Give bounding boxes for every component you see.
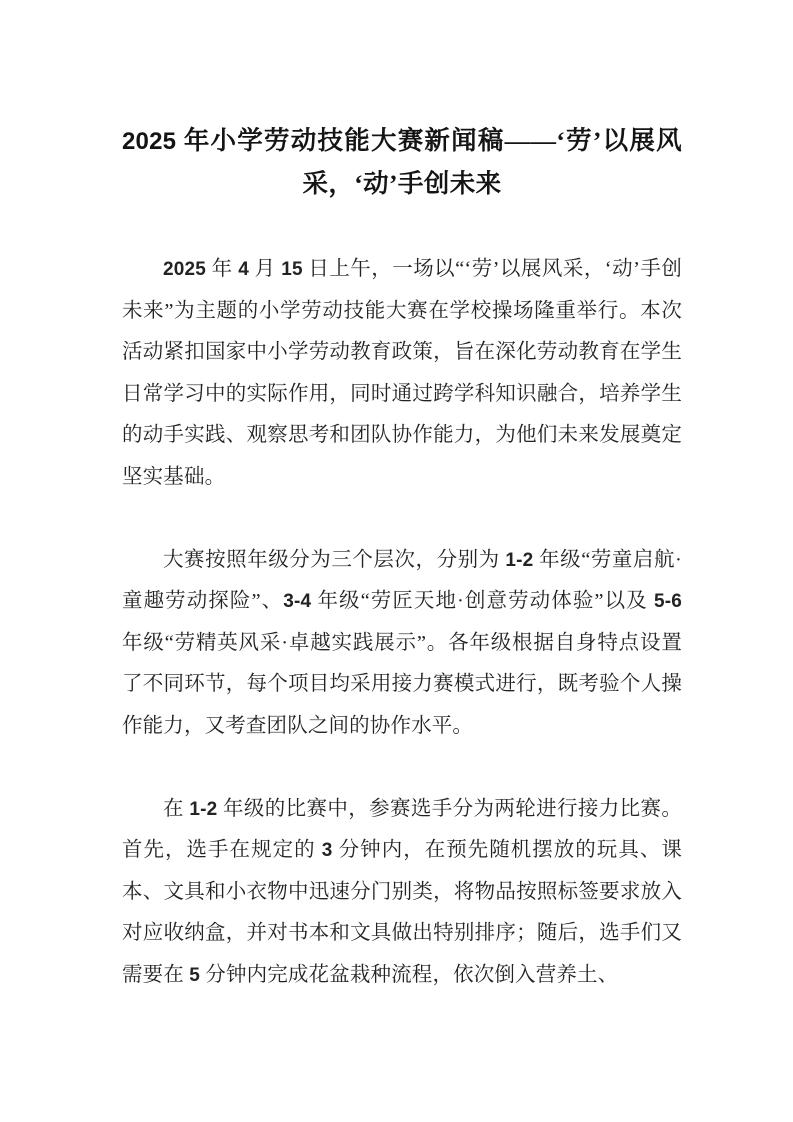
inline-text: 分钟内完成花盆栽种流程，依次倒入营养土、: [200, 963, 619, 986]
document-content: [122, 120, 682, 996]
inline-number: 1-2: [505, 549, 534, 571]
inline-number: 3-4: [283, 591, 312, 612]
document-body: [122, 249, 682, 996]
inline-text: 在: [163, 797, 190, 820]
inline-text: 日上午，一场以“‘劳’以展风采，‘动’手创未来”为主题的小学劳动技能大赛在学校操场隆重举行。本次活动紧扣国家中小学劳动教育政策，旨在深化劳动教育在学生日常学习中的实际作用，同时通过跨学科知识融合，培养学生的动手实践、观察思考和团队协作能力，为他们未来发展奠定坚实基础。: [122, 258, 682, 488]
body-paragraph: [122, 540, 682, 748]
inline-text: 月: [249, 258, 282, 280]
inline-number: 1-2: [189, 798, 218, 820]
inline-number: 5-6: [653, 591, 682, 612]
body-paragraph: [122, 789, 682, 997]
page-title: [122, 120, 682, 205]
inline-text: 年级“劳匠天地·创意劳动体验”以及: [311, 590, 654, 612]
inline-number: 3: [321, 840, 333, 861]
inline-text: 年级的比赛中，参赛选手分为两轮进行接力比赛。首先，选手在规定的: [122, 797, 682, 861]
inline-text: 年: [206, 258, 239, 280]
inline-number: 15: [281, 259, 303, 280]
inline-text: 分钟内，在预先随机摆放的玩具、课本、文具和小衣物中迅速分门别类，将物品按照标签要求放入对应收纳盒，并对书本和文具做出特别排序；随后，选手们又需要在: [122, 839, 682, 986]
inline-text: 大赛按照年级分为三个层次，分别为: [163, 548, 506, 571]
title-year-number: 2025: [122, 128, 177, 155]
inline-number: 4: [238, 259, 250, 280]
title-text: 年小学劳动技能大赛新闻稿——‘劳’以展风采，‘动’手创未来: [176, 126, 682, 198]
inline-text: 年级“劳童启航·童趣劳动探险”、: [122, 548, 682, 612]
inline-number: 2025: [163, 259, 207, 280]
body-paragraph: [122, 249, 682, 498]
inline-text: 年级“劳精英风采·卓越实践展示”。各年级根据自身特点设置了不同环节，每个项目均采用接力赛模式进行，既考验个人操作能力，又考查团队之间的协作水平。: [122, 631, 682, 737]
inline-number: 5: [189, 964, 201, 986]
